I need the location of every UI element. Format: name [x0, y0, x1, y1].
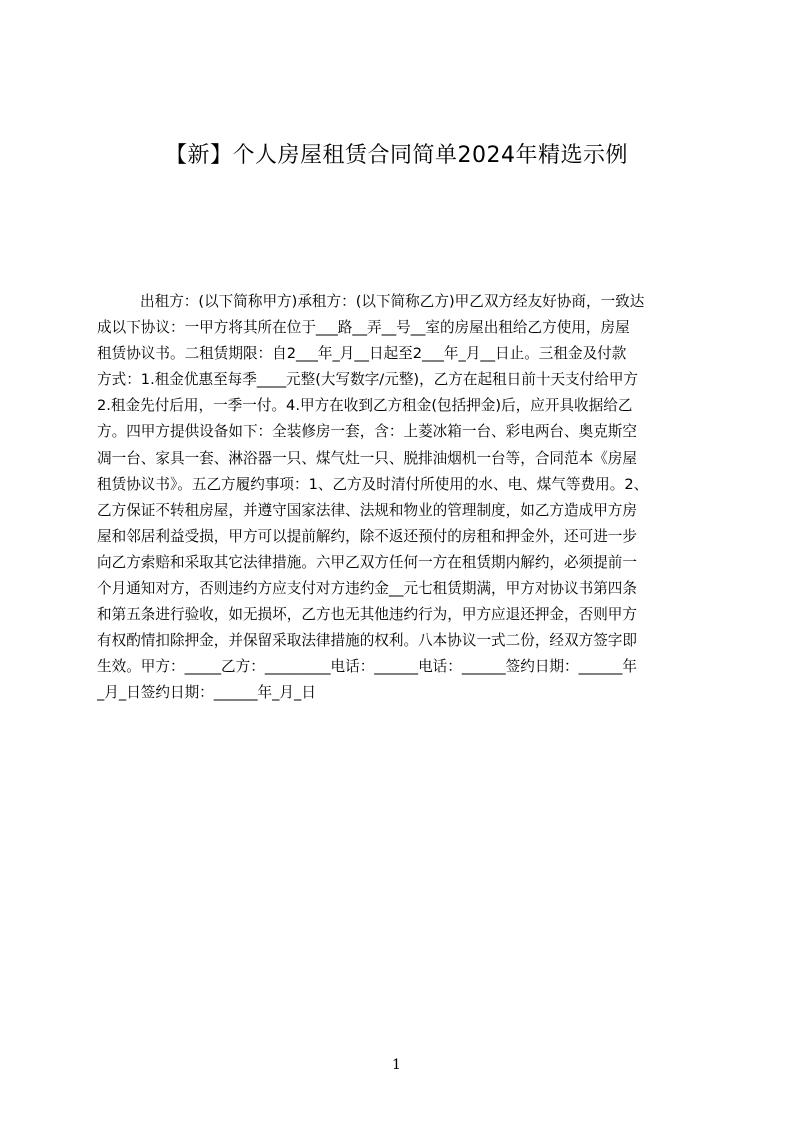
body-line: 租赁协议书》。五乙方履约事项：1、乙方及时清付所使用的水、电、煤气等费用。2、: [97, 475, 649, 493]
body-line: 租赁协议书。二租赁期限：自2___年_月__日起至2___年_月__日止。三租金及付款: [97, 345, 627, 363]
body-line: 成以下协议：一甲方将其所在位于___路__弄__号__室的房屋出租给乙方使用，房屋: [97, 319, 630, 337]
contract-body: [97, 289, 697, 707]
body-line: 方式：1.租金优惠至每季____元整(大写数字/元整)，乙方在起租日前十天支付给甲方: [97, 371, 639, 389]
body-line: 2.租金先付后用，一季一付。4.甲方在收到乙方租金(包括押金)后，应开具收据给乙: [97, 397, 633, 415]
body-line: _月_日签约日期：______年_月_日: [97, 684, 316, 702]
body-line: 出租方：(以下简称甲方)承租方：(以下简称乙方)甲乙双方经友好协商，一致达: [140, 293, 645, 310]
body-line: 有权酌情扣除押金，并保留采取法律措施的权利。八本协议一式二份，经双方签字即: [97, 632, 637, 650]
body-line: 个月通知对方，否则违约方应支付对方违约金__元七租赁期满，甲方对协议书第四条: [97, 580, 637, 598]
body-line: 向乙方索赔和采取其它法律措施。六甲乙双方任何一方在租赁期内解约，必须提前一: [97, 553, 637, 571]
body-line: 乙方保证不转租房屋，并遵守国家法律、法规和物业的管理制度，如乙方造成甲方房: [97, 501, 637, 519]
body-line: 生效。甲方：_____乙方：_________电话：______电话：______签约日期：______年: [97, 658, 637, 676]
page-number: 1: [392, 1057, 401, 1073]
body-line: 屋和邻居利益受损，甲方可以提前解约，除不返还预付的房租和押金外，还可进一步: [97, 527, 637, 545]
body-line: 方。四甲方提供设备如下：全装修房一套，含：上菱冰箱一台、彩电两台、奥克斯空: [97, 423, 637, 441]
document-title: 【新】个人房屋租赁合同简单2024年精选示例: [165, 143, 628, 168]
body-line: 和第五条进行验收，如无损坏，乙方也无其他违约行为，甲方应退还押金，否则甲方: [97, 606, 637, 624]
body-line: 凋一台、家具一套、淋浴器一只、煤气灶一只、脱排油烟机一台等，合同范本《房屋: [97, 449, 637, 467]
